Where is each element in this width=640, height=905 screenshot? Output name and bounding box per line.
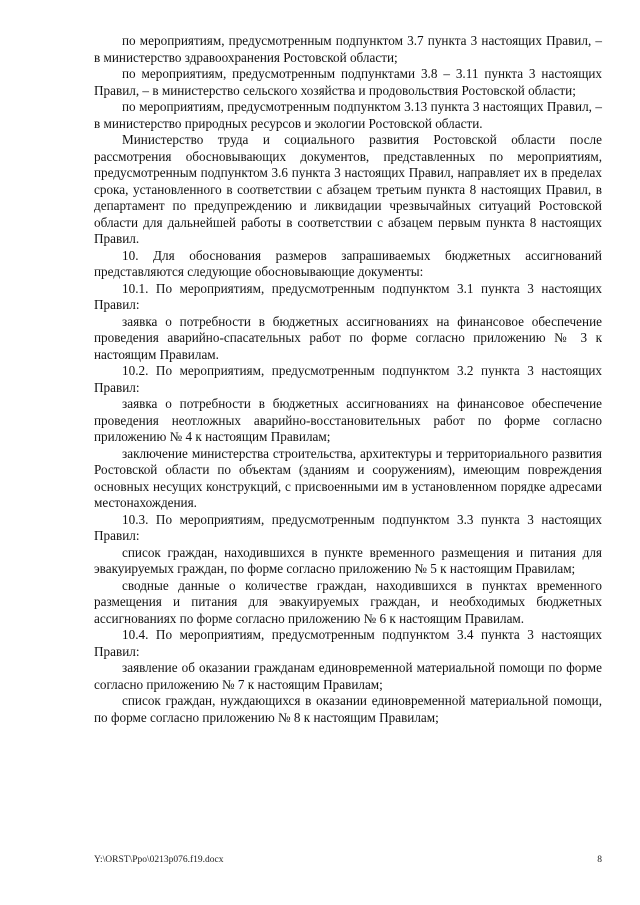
paragraph: заявка о потребности в бюджетных ассигнованиях на финансовое обеспечение проведения аварийно-спасательных работ по форме согласно приложению № 3 к настоящим Правилам. — [94, 313, 602, 362]
paragraph: 10.1. По мероприятиям, предусмотренным подпунктом 3.1 пункта 3 настоящих Правил: — [94, 280, 602, 312]
paragraph: заключение министерства строительства, архитектуры и территориального развития Ростовской области по объектам (зданиям и сооружениям), имеющим повреждения основных несущих конструкций, с присвоенными им в установленном порядке адресами местонахождения. — [94, 445, 602, 510]
paragraph: 10.4. По мероприятиям, предусмотренным подпунктом 3.4 пункта 3 настоящих Правил: — [94, 627, 602, 659]
page-number: 8 — [597, 855, 602, 865]
paragraph: 10.2. По мероприятиям, предусмотренным подпунктом 3.2 пункта 3 настоящих Правил: — [94, 363, 602, 395]
paragraph: заявление об оказании гражданам единовременной материальной помощи по форме согласно приложению № 7 к настоящим Правилам; — [94, 660, 602, 692]
paragraph: сводные данные о количестве граждан, находившихся в пунктах временного размещения и питания для эвакуируемых граждан, и необходимых бюджетных ассигнованиях по форме согласно приложению № 6 к настоящим Правилам. — [94, 577, 602, 626]
paragraph: список граждан, нуждающихся в оказании единовременной материальной помощи, по форме согласно приложению № 8 к настоящим Правилам; — [94, 693, 602, 725]
document-body — [94, 33, 602, 726]
paragraph: по мероприятиям, предусмотренным подпунктом 3.13 пункта 3 настоящих Правил, – в министерство природных ресурсов и экологии Ростовской области. — [94, 99, 602, 131]
paragraph: 10.3. По мероприятиям, предусмотренным подпунктом 3.3 пункта 3 настоящих Правил: — [94, 511, 602, 543]
paragraph: Министерство труда и социального развития Ростовской области после рассмотрения обосновывающих документов, представленных по мероприятиям, предусмотренным подпунктом 3.6 пункта 3 настоящих Правил, направляет их в пределах срока, установленного в соответствии с абзацем третьим пункта 8 настоящих Правил, в департамент по предупреждению и ликвидации чрезвычайных ситуаций Ростовской области для дальнейшей работы в соответствии с абзацем первым пункта 8 настоящих Правил. — [94, 132, 602, 246]
paragraph: заявка о потребности в бюджетных ассигнованиях на финансовое обеспечение проведения неотложных аварийно-восстановительных работ по форме согласно приложению № 4 к настоящим Правилам; — [94, 396, 602, 444]
paragraph: по мероприятиям, предусмотренным подпунктом 3.7 пункта 3 настоящих Правил, – в министерство здравоохранения Ростовской области; — [94, 33, 602, 65]
paragraph: 10. Для обоснования размеров запрашиваемых бюджетных ассигнований представляются следующие обосновывающие документы: — [94, 247, 602, 279]
paragraph: по мероприятиям, предусмотренным подпунктами 3.8 – 3.11 пункта 3 настоящих Правил, – в министерство сельского хозяйства и продовольствия Ростовской области; — [94, 66, 602, 98]
footer-file-path: Y:\ORST\Ppo\0213p076.f19.docx — [94, 855, 224, 865]
paragraph: список граждан, находившихся в пункте временного размещения и питания для эвакуируемых граждан, по форме согласно приложению № 5 к настоящим Правилам; — [94, 544, 602, 576]
